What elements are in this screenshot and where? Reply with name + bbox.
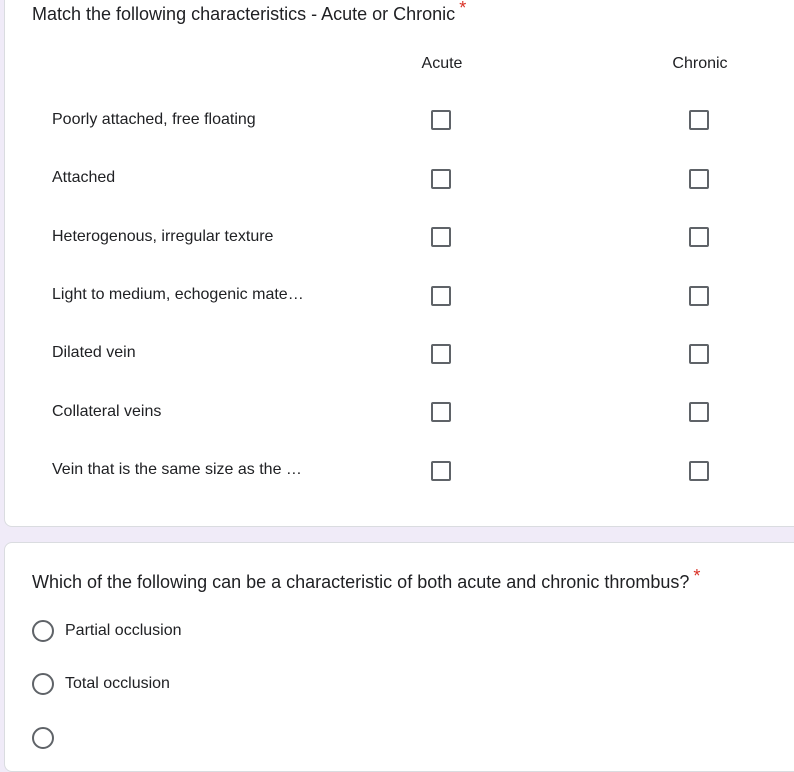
column-header-acute: Acute — [421, 55, 463, 72]
multiple-choice-question-card — [4, 542, 794, 772]
checkbox-chronic-row-3[interactable] — [689, 227, 709, 247]
row-label: Vein that is the same size as the … — [52, 461, 302, 478]
checkbox-chronic-row-5[interactable] — [689, 344, 709, 364]
column-header-chronic: Chronic — [672, 55, 728, 72]
row-label: Light to medium, echogenic mate… — [52, 286, 304, 303]
question-title — [32, 566, 701, 594]
option-label: Partial occlusion — [65, 622, 182, 639]
option-partial-occlusion[interactable] — [32, 620, 182, 642]
row-label: Dilated vein — [52, 344, 136, 361]
checkbox-acute-row-6[interactable] — [431, 402, 451, 422]
radio-button[interactable] — [32, 620, 54, 642]
required-asterisk: * — [459, 0, 467, 18]
checkbox-acute-row-2[interactable] — [431, 169, 451, 189]
row-label: Poorly attached, free floating — [52, 111, 256, 128]
checkbox-chronic-row-6[interactable] — [689, 402, 709, 422]
question-title-text: Which of the following can be a characteristic of both acute and chronic thrombus? — [32, 572, 690, 592]
option-label: Total occlusion — [65, 675, 170, 692]
question-title — [32, 2, 466, 26]
grid-question-card — [4, 0, 794, 527]
required-asterisk: * — [693, 566, 701, 586]
row-label: Collateral veins — [52, 403, 162, 420]
checkbox-chronic-row-1[interactable] — [689, 110, 709, 130]
checkbox-chronic-row-2[interactable] — [689, 169, 709, 189]
checkbox-chronic-row-7[interactable] — [689, 461, 709, 481]
row-label: Heterogenous, irregular texture — [52, 228, 274, 245]
checkbox-acute-row-4[interactable] — [431, 286, 451, 306]
option-total-occlusion[interactable] — [32, 673, 170, 695]
row-label: Attached — [52, 169, 116, 186]
radio-button[interactable] — [32, 727, 54, 749]
checkbox-acute-row-7[interactable] — [431, 461, 451, 481]
checkbox-acute-row-1[interactable] — [431, 110, 451, 130]
checkbox-acute-row-5[interactable] — [431, 344, 451, 364]
question-title-text: Match the following characteristics - Acute or Chronic — [32, 4, 456, 24]
option-partially-visible[interactable] — [32, 727, 54, 749]
radio-button[interactable] — [32, 673, 54, 695]
checkbox-chronic-row-4[interactable] — [689, 286, 709, 306]
checkbox-acute-row-3[interactable] — [431, 227, 451, 247]
